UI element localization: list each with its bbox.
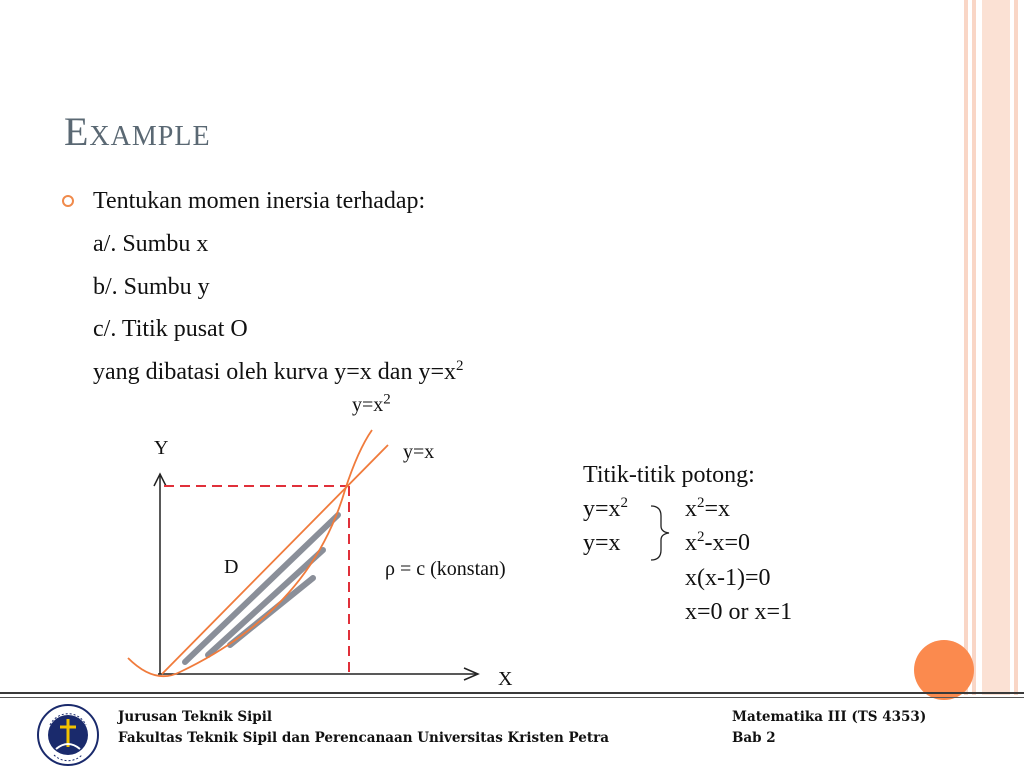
result-2: $x^2-x=0$ [685, 529, 751, 556]
hatch-line [185, 515, 338, 662]
diagram-svg [120, 390, 580, 695]
result-3: x(x-1)=0 [685, 565, 771, 591]
region-label: D [224, 556, 239, 578]
footer-faculty: Fakultas Teknik Sipil dan Perencanaan Universitas Kristen Petra [118, 730, 609, 746]
line-label: y=x [403, 441, 435, 463]
equation-1: $y=x^2$ [583, 495, 629, 522]
footer-divider [0, 692, 1024, 694]
result-1: $x^2=x$ [685, 495, 731, 522]
intersection-points [583, 462, 843, 632]
decorative-stripes [964, 0, 1024, 695]
region-diagram [120, 390, 580, 695]
footer-department: Jurusan Teknik Sipil [118, 709, 273, 725]
y-axis-label: Y [154, 437, 169, 459]
footer-divider-thin [0, 697, 1024, 698]
curve-y-equals-x-squared [128, 430, 372, 676]
item-c: c/. Titik pusat O [93, 316, 248, 342]
item-a: a/. Sumbu x [93, 231, 209, 257]
intersection-heading: Titik-titik potong: [583, 462, 755, 488]
decorative-orange-circle [914, 640, 974, 700]
equation-2: y=x [583, 530, 621, 556]
university-logo [36, 703, 100, 767]
density-label: ρ = c (konstan) [385, 558, 506, 580]
line-y-equals-x [162, 445, 388, 674]
footer-course: Matematika III (TS 4353) [732, 709, 927, 725]
item-b: b/. Sumbu y [93, 274, 210, 300]
x-axis-label: X [498, 668, 513, 690]
result-4: x=0 or x=1 [685, 599, 793, 625]
bullet-text: Tentukan momen inersia terhadap: [93, 188, 426, 214]
footer-chapter: Bab 2 [732, 730, 776, 746]
slide-title: Example [64, 109, 211, 154]
hatch-lines [185, 515, 338, 662]
bounded-curves-text: yang dibatasi oleh kurva y=x dan $y=x^2$ [93, 358, 464, 385]
curve-label: $y=x^2$ [352, 391, 391, 416]
bullet-ring-icon [62, 195, 74, 207]
brace-icon [649, 504, 673, 562]
